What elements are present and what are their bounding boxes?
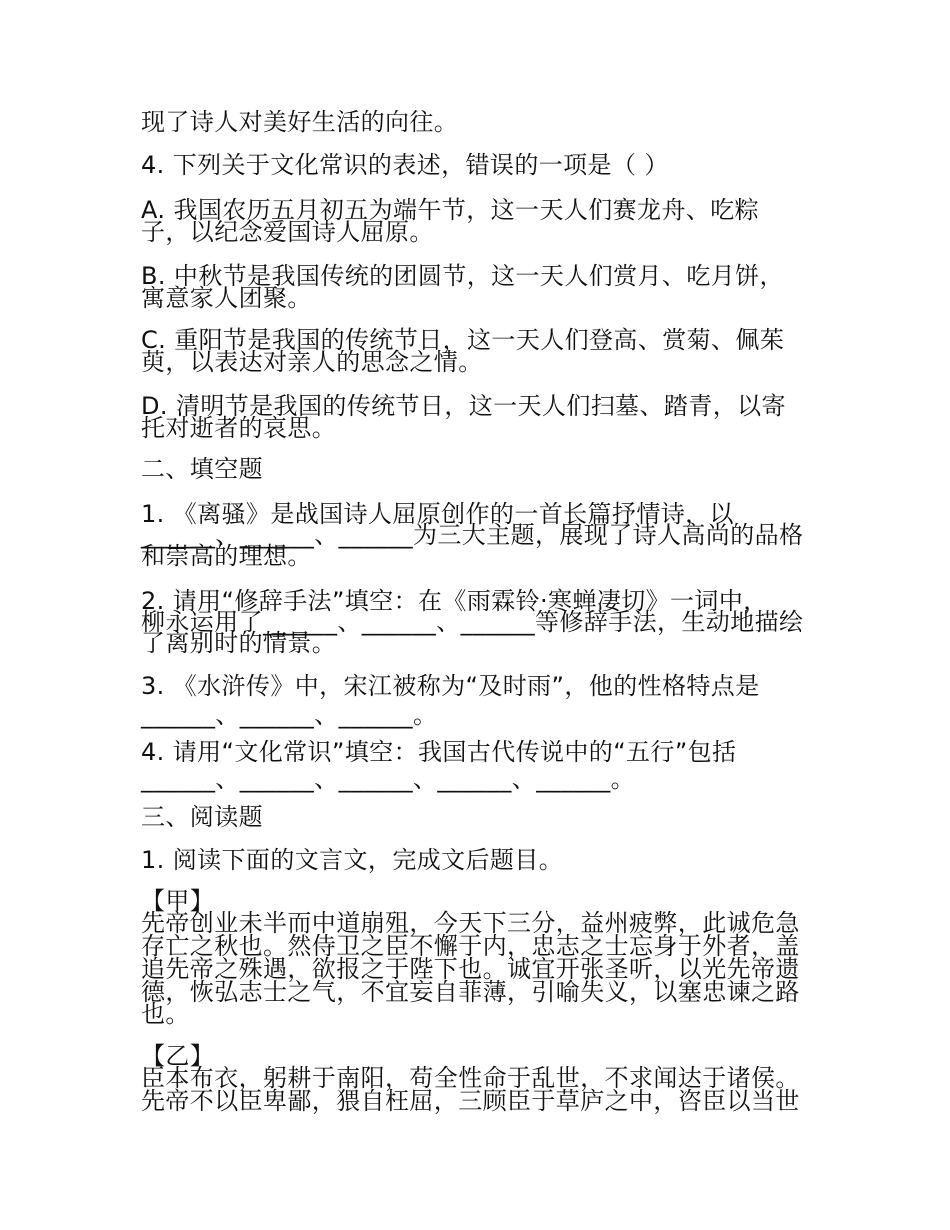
option-a-line2: 子，以纪念爱国诗人屈原。 xyxy=(141,218,434,246)
passage-jia-line2: 存亡之秋也。然侍卫之臣不懈于内，忠志之士忘身于外者，盖 xyxy=(141,932,800,960)
passage-jia-line4: 德，恢弘志士之气，不宜妄自菲薄，引喻失义，以塞忠谏之路 xyxy=(141,978,800,1006)
fill-2-line1: 2. 请用“修辞手法”填空：在《雨霖铃·寒蝉凄切》一词中， xyxy=(141,587,768,615)
fill-2-line3: 了离别时的情景。 xyxy=(141,629,337,657)
passage-jia-line5: 也。 xyxy=(141,1000,190,1028)
option-c-line1: C. 重阳节是我国的传统节日，这一天人们登高、赏菊、佩茱 xyxy=(141,326,785,354)
fill-4-line1: 4. 请用“文化常识”填空：我国古代传说中的“五行”包括 xyxy=(141,738,737,766)
fill-1-line2: ______、______、______为三大主题，展现了诗人高尚的品格 xyxy=(141,521,804,549)
option-b-line2: 寓意家人团聚。 xyxy=(141,284,312,312)
option-d-line1: D. 清明节是我国的传统节日，这一天人们扫墓、踏青，以寄 xyxy=(141,392,786,420)
passage-yi-line2: 先帝不以臣卑鄙，猥自枉屈，三顾臣于草庐之中，咨臣以当世 xyxy=(141,1087,800,1115)
passage-yi-label: 【乙】 xyxy=(141,1042,215,1070)
fill-3-line1: 3. 《水浒传》中，宋江被称为“及时雨”，他的性格特点是 xyxy=(141,672,760,700)
fill-2-line2: 柳永运用了______、______、______等修辞手法，生动地描绘 xyxy=(141,608,804,636)
section-title-reading: 三、阅读题 xyxy=(141,803,263,831)
fill-1-line1: 1. 《离骚》是战国诗人屈原创作的一首长篇抒情诗，以 xyxy=(141,500,734,528)
reading-question: 1. 阅读下面的文言文，完成文后题目。 xyxy=(141,846,564,874)
option-b-line1: B. 中秋节是我国传统的团圆节，这一天人们赏月、吃月饼， xyxy=(141,262,784,290)
passage-jia-line3: 追先帝之殊遇，欲报之于陛下也。诚宜开张圣听，以光先帝遗 xyxy=(141,955,800,983)
section-title-fill: 二、填空题 xyxy=(141,455,263,483)
option-c-line2: 萸，以表达对亲人的思念之情。 xyxy=(141,348,483,376)
passage-jia-label: 【甲】 xyxy=(141,887,215,915)
continued-text: 现了诗人对美好生活的向往。 xyxy=(141,108,459,136)
question-stem: 4. 下列关于文化常识的表述，错误的一项是（ ） xyxy=(141,151,669,179)
option-d-line2: 托对逝者的哀思。 xyxy=(141,414,337,442)
fill-4-line2: ______、______、______、______、______。 xyxy=(141,765,635,793)
passage-yi-line1: 臣本布衣，躬耕于南阳，苟全性命于乱世，不求闻达于诸侯。 xyxy=(141,1064,800,1092)
fill-1-line3: 和崇高的理想。 xyxy=(141,542,312,570)
fill-3-line2: ______、______、______。 xyxy=(141,701,438,729)
option-a-line1: A. 我国农历五月初五为端午节，这一天人们赛龙舟、吃粽 xyxy=(141,196,760,224)
passage-jia-line1: 先帝创业未半而中道崩殂，今天下三分，益州疲弊，此诚危急 xyxy=(141,909,800,937)
